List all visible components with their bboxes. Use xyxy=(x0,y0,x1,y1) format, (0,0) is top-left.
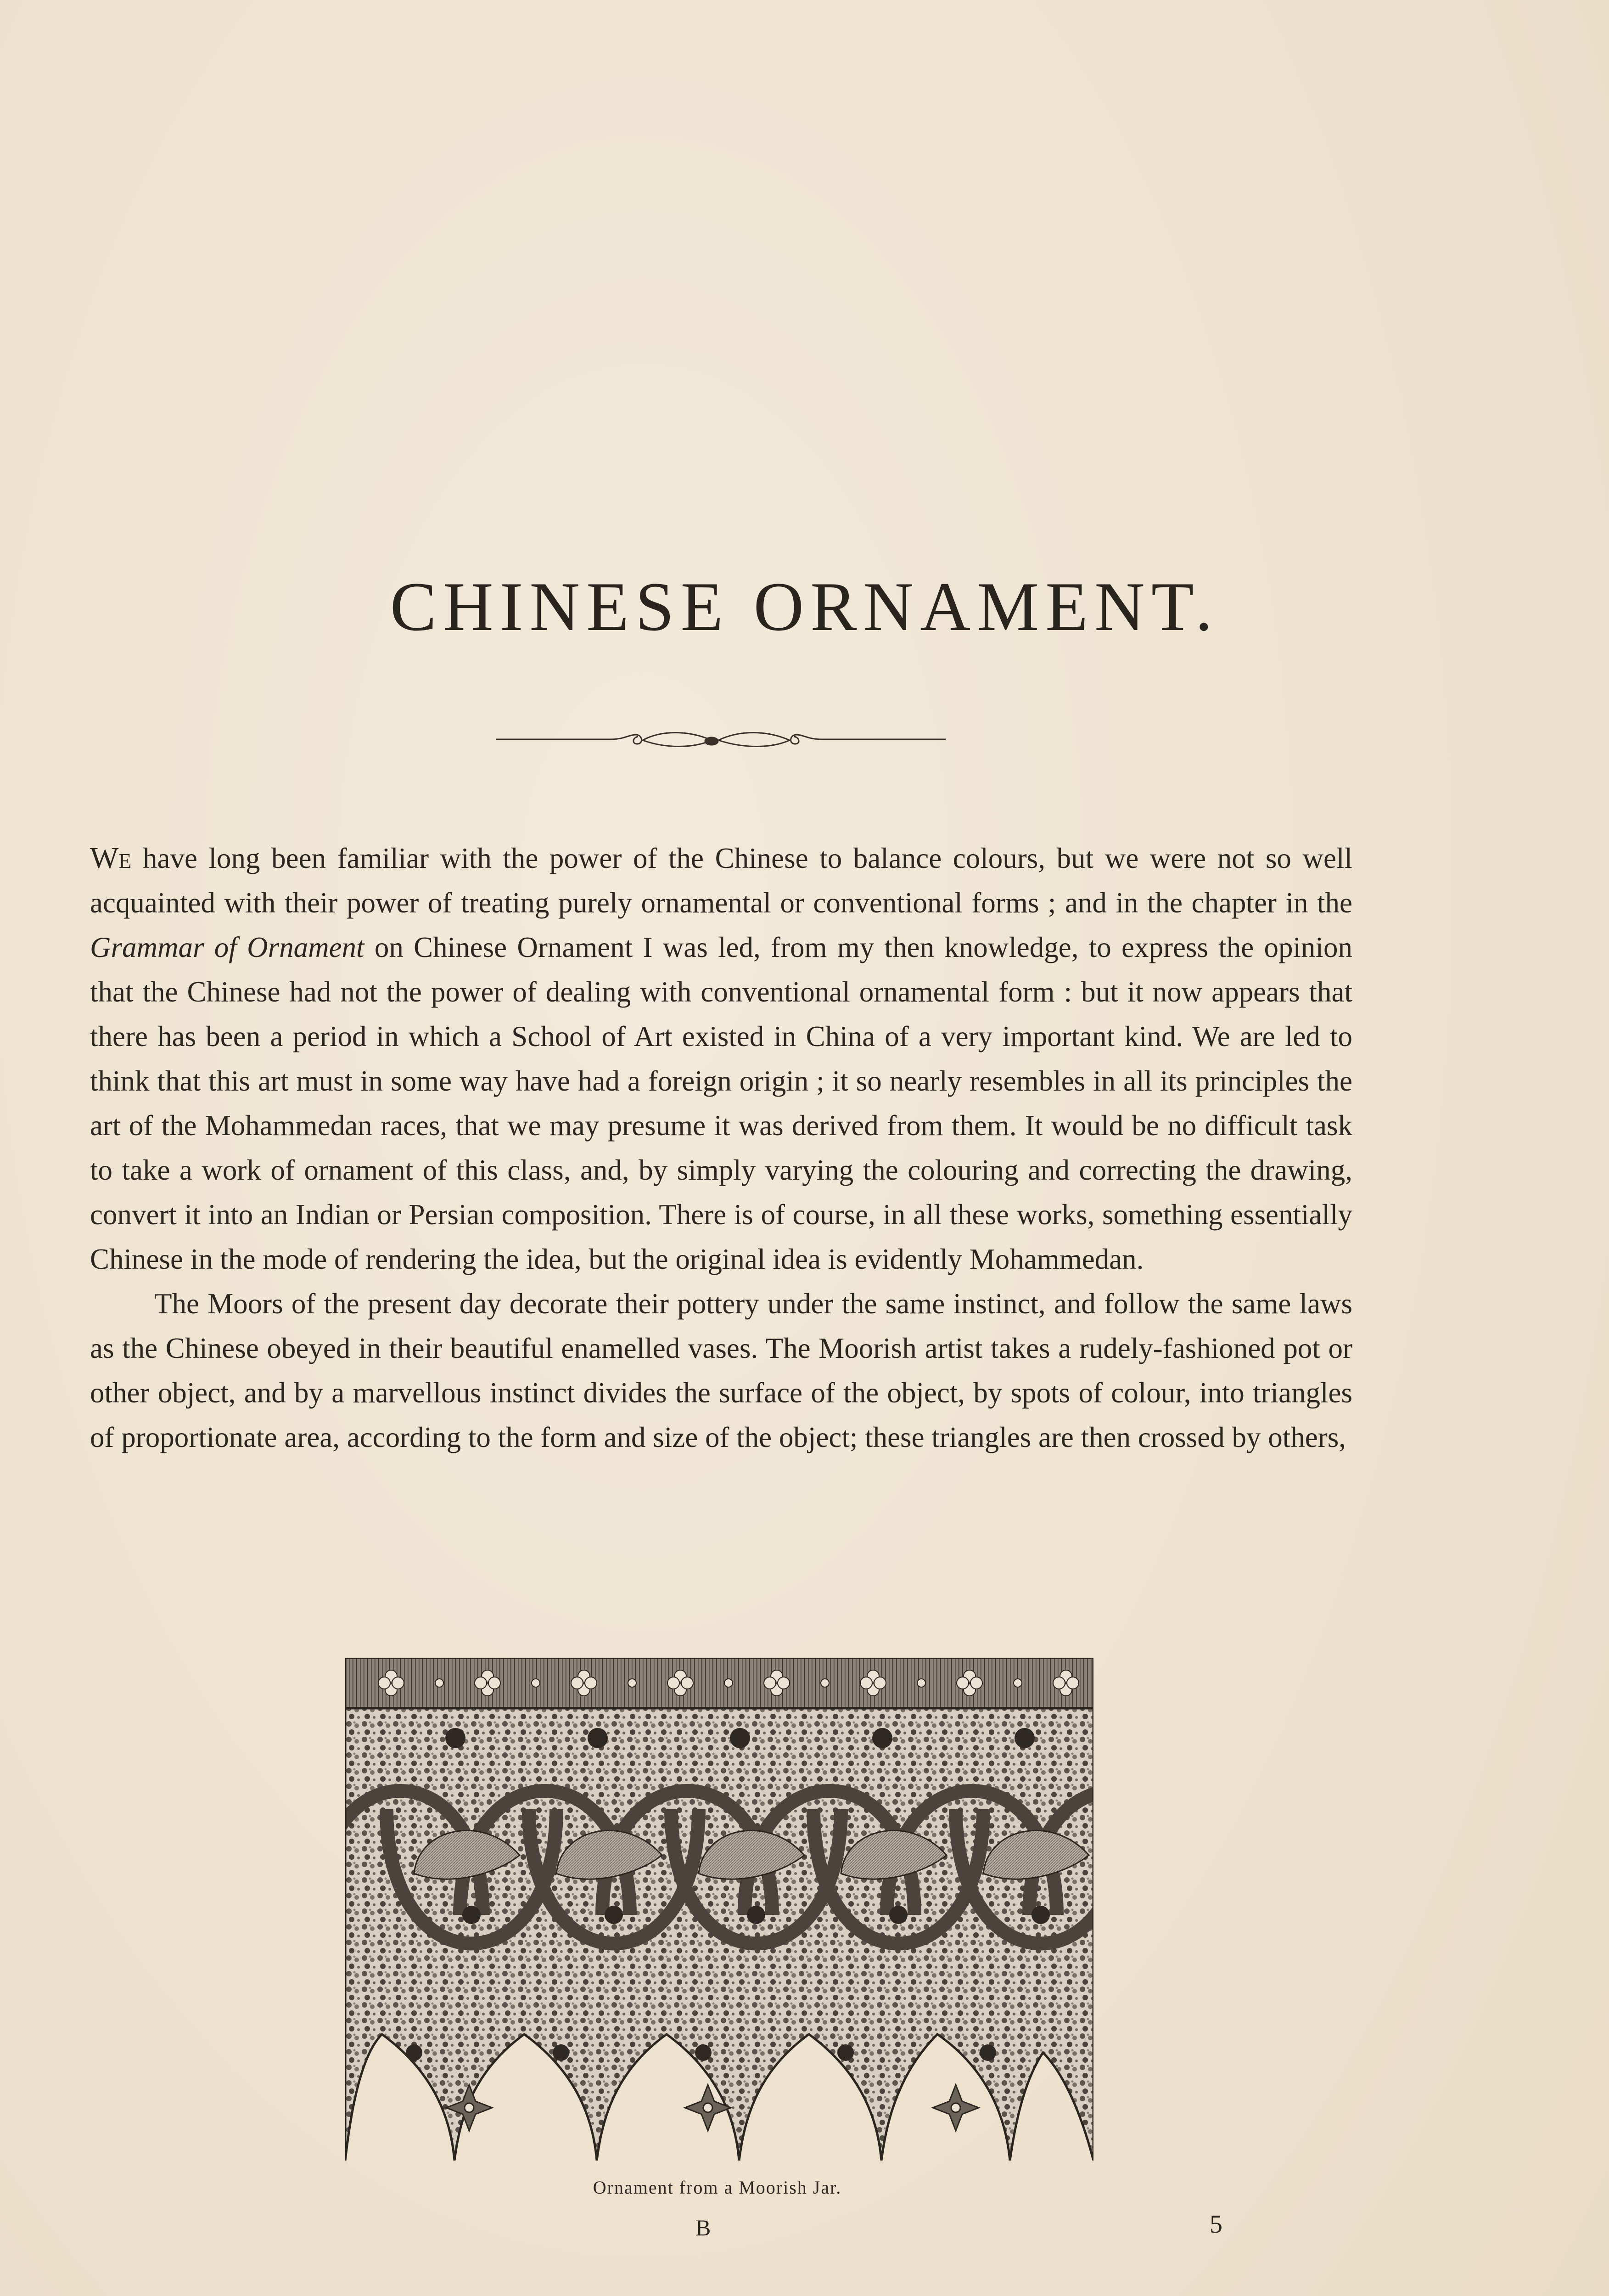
moorish-jar-ornament-icon xyxy=(345,1658,1093,2161)
signature-mark: B xyxy=(695,2215,711,2240)
body-text xyxy=(90,836,1352,1460)
page-number: 5 xyxy=(1210,2210,1222,2239)
figure-caption: Ornament from a Moorish Jar. xyxy=(593,2177,842,2198)
drop-cap: We xyxy=(90,841,132,875)
paragraph-2: The Moors of the present day decorate their pottery under the same instinct, and follow the same laws as the Chinese obeyed in their beautiful enamelled vases. The Moorish artist takes a rudely-fashioned pot or other object, and by a marvellous instinct divides the surface of the object, by spots of colour, into triangles of proportionate area, according to the form and size of the object; these triangles are then crossed by others, xyxy=(90,1288,1352,1453)
book-title-italic: Grammar of Ornament xyxy=(90,931,364,963)
flourish-ornament-icon xyxy=(496,716,946,762)
paragraph-1: We have long been familiar with the power of the Chinese to balance colours, but we were not so well acquainted with their power of treating purely ornamental or conventional forms ; and in the chapter in the Grammar of Ornament on Chinese Ornament I was led, from my then knowledge, to express the opinion that the Chinese had not the power of dealing with conventional ornamental form : but it now appears that there has been a period in which a School of Art existed in China of a very important kind. We are led to think that this art must in some way have had a foreign origin ; it so nearly resembles in all its principles the art of the Mohammedan races, that we may presume it was derived from them. It would be no difficult task to take a work of ornament of this class, and, by simply varying the colouring and correcting the drawing, convert it into an Indian or Persian composition. There is of course, in all these works, something essentially Chinese in the mode of rendering the idea, but the original idea is evidently Mohammedan. xyxy=(90,841,1352,1275)
page-title: CHINESE ORNAMENT. xyxy=(390,568,1219,645)
